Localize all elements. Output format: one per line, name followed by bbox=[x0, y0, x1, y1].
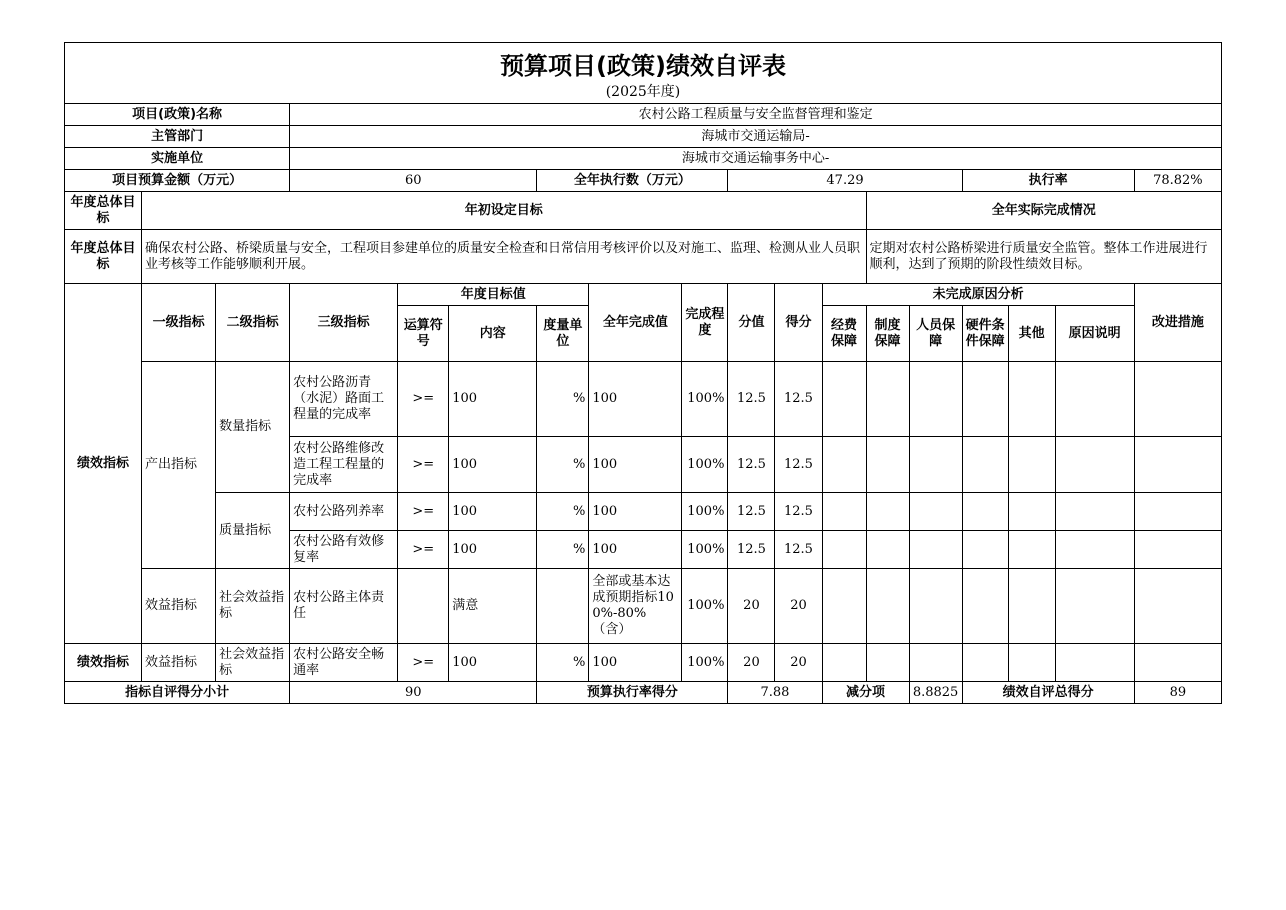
rate-value: 78.82% bbox=[1134, 170, 1221, 192]
empty-cell bbox=[822, 569, 866, 644]
score-cell: 12.5 bbox=[775, 493, 822, 531]
actual-goal-text: 定期对农村公路桥梁进行质量安全监管。整体工作进展进行顺利，达到了预期的阶段性绩效目标。 bbox=[866, 230, 1221, 284]
actual-cell: 100 bbox=[589, 493, 682, 531]
actual-cell: 100 bbox=[589, 644, 682, 682]
level2-cell: 数量指标 bbox=[216, 362, 290, 493]
header-score: 得分 bbox=[775, 284, 822, 362]
budget-score-label: 预算执行率得分 bbox=[537, 682, 728, 704]
score-cell: 12.5 bbox=[775, 362, 822, 437]
empty-cell bbox=[866, 493, 909, 531]
total-label: 绩效自评总得分 bbox=[962, 682, 1134, 704]
value-cell: 12.5 bbox=[728, 437, 775, 493]
level3-cell: 农村公路维修改造工程工程量的完成率 bbox=[290, 437, 398, 493]
initial-goal-text: 确保农村公路、桥梁质量与安全，工程项目参建单位的质量安全检查和日常信用考核评价以及对施工、监理、检测从业人员职业考核等工作能够顺利开展。 bbox=[142, 230, 866, 284]
value-cell: 12.5 bbox=[728, 531, 775, 569]
empty-cell bbox=[962, 437, 1008, 493]
content-cell: 100 bbox=[449, 362, 537, 437]
unit-cell: % bbox=[537, 437, 589, 493]
empty-cell bbox=[1055, 569, 1134, 644]
unit-cell: % bbox=[537, 362, 589, 437]
content-cell: 满意 bbox=[449, 569, 537, 644]
empty-cell bbox=[1055, 644, 1134, 682]
content-cell: 100 bbox=[449, 531, 537, 569]
title-cell bbox=[65, 43, 1222, 104]
table-row bbox=[65, 493, 1222, 531]
level2-cell: 社会效益指标 bbox=[216, 569, 290, 644]
empty-cell bbox=[866, 531, 909, 569]
op-cell: >= bbox=[398, 437, 449, 493]
header-r-note: 原因说明 bbox=[1055, 306, 1134, 362]
score-cell: 12.5 bbox=[775, 531, 822, 569]
header-r-staff: 人员保障 bbox=[909, 306, 962, 362]
empty-cell bbox=[866, 644, 909, 682]
initial-goal-label: 年初设定目标 bbox=[142, 192, 866, 230]
subtotal-label: 指标自评得分小计 bbox=[65, 682, 290, 704]
op-cell: >= bbox=[398, 493, 449, 531]
empty-cell bbox=[822, 493, 866, 531]
goal-row-label: 年度总体目标 bbox=[65, 230, 142, 284]
header-content: 内容 bbox=[449, 306, 537, 362]
unit-label: 实施单位 bbox=[65, 148, 290, 170]
level3-cell: 农村公路有效修复率 bbox=[290, 531, 398, 569]
header-r-system: 制度保障 bbox=[866, 306, 909, 362]
empty-cell bbox=[1134, 362, 1221, 437]
content-cell: 100 bbox=[449, 437, 537, 493]
empty-cell bbox=[822, 644, 866, 682]
header-target-group: 年度目标值 bbox=[398, 284, 589, 306]
empty-cell bbox=[962, 531, 1008, 569]
budget-score-value: 7.88 bbox=[728, 682, 822, 704]
header-r-other: 其他 bbox=[1008, 306, 1055, 362]
header-r-hardware: 硬件条件保障 bbox=[962, 306, 1008, 362]
empty-cell bbox=[1008, 437, 1055, 493]
dept-label: 主管部门 bbox=[65, 126, 290, 148]
completion-cell: 100% bbox=[682, 362, 728, 437]
subtotal-value: 90 bbox=[290, 682, 537, 704]
empty-cell bbox=[1134, 437, 1221, 493]
goal-header-label: 年度总体目标 bbox=[65, 192, 142, 230]
self-evaluation-table bbox=[64, 42, 1222, 704]
actual-cell: 100 bbox=[589, 531, 682, 569]
perf-label: 绩效指标 bbox=[65, 284, 142, 644]
value-cell: 20 bbox=[728, 644, 775, 682]
unit-value: 海城市交通运输事务中心- bbox=[290, 148, 1222, 170]
empty-cell bbox=[909, 493, 962, 531]
header-r-funding: 经费保障 bbox=[822, 306, 866, 362]
op-cell: >= bbox=[398, 531, 449, 569]
score-cell: 20 bbox=[775, 569, 822, 644]
table-row bbox=[65, 362, 1222, 437]
header-improve: 改进措施 bbox=[1134, 284, 1221, 362]
empty-cell bbox=[822, 437, 866, 493]
empty-cell bbox=[822, 362, 866, 437]
header-unit: 度量单位 bbox=[537, 306, 589, 362]
empty-cell bbox=[962, 644, 1008, 682]
content-cell: 100 bbox=[449, 644, 537, 682]
empty-cell bbox=[1008, 362, 1055, 437]
header-completion: 完成程度 bbox=[682, 284, 728, 362]
empty-cell bbox=[1055, 531, 1134, 569]
header-level2: 二级指标 bbox=[216, 284, 290, 362]
header-op: 运算符号 bbox=[398, 306, 449, 362]
level2-cell: 质量指标 bbox=[216, 493, 290, 569]
page-title: 预算项目(政策)绩效自评表 bbox=[500, 52, 786, 80]
empty-cell bbox=[1134, 493, 1221, 531]
completion-cell: 100% bbox=[682, 644, 728, 682]
empty-cell bbox=[866, 437, 909, 493]
empty-cell bbox=[909, 644, 962, 682]
dept-value: 海城市交通运输局- bbox=[290, 126, 1222, 148]
empty-cell bbox=[1055, 437, 1134, 493]
header-annual-value: 全年完成值 bbox=[589, 284, 682, 362]
actual-cell: 100 bbox=[589, 362, 682, 437]
completion-cell: 100% bbox=[682, 531, 728, 569]
perf-label-2: 绩效指标 bbox=[65, 644, 142, 682]
op-cell bbox=[398, 569, 449, 644]
budget-value: 60 bbox=[290, 170, 537, 192]
unit-cell: % bbox=[537, 493, 589, 531]
level3-cell: 农村公路沥青（水泥）路面工程量的完成率 bbox=[290, 362, 398, 437]
level3-cell: 农村公路列养率 bbox=[290, 493, 398, 531]
budget-label: 项目预算金额（万元） bbox=[65, 170, 290, 192]
level1-cell: 产出指标 bbox=[142, 362, 216, 569]
content-cell: 100 bbox=[449, 493, 537, 531]
level3-cell: 农村公路主体责任 bbox=[290, 569, 398, 644]
empty-cell bbox=[962, 493, 1008, 531]
empty-cell bbox=[1008, 644, 1055, 682]
empty-cell bbox=[909, 569, 962, 644]
unit-cell: % bbox=[537, 644, 589, 682]
project-name-value: 农村公路工程质量与安全监督管理和鉴定 bbox=[290, 104, 1222, 126]
empty-cell bbox=[909, 362, 962, 437]
exec-label: 全年执行数（万元） bbox=[537, 170, 728, 192]
completion-cell: 100% bbox=[682, 493, 728, 531]
completion-cell: 100% bbox=[682, 569, 728, 644]
empty-cell bbox=[1008, 569, 1055, 644]
level1-cell: 效益指标 bbox=[142, 644, 216, 682]
empty-cell bbox=[962, 569, 1008, 644]
empty-cell bbox=[1055, 493, 1134, 531]
empty-cell bbox=[909, 531, 962, 569]
empty-cell bbox=[1055, 362, 1134, 437]
empty-cell bbox=[866, 569, 909, 644]
project-name-label: 项目(政策)名称 bbox=[65, 104, 290, 126]
value-cell: 12.5 bbox=[728, 362, 775, 437]
table-row bbox=[65, 644, 1222, 682]
empty-cell bbox=[866, 362, 909, 437]
deduct-label: 减分项 bbox=[822, 682, 909, 704]
empty-cell bbox=[1134, 531, 1221, 569]
table-row bbox=[65, 569, 1222, 644]
actual-goal-label: 全年实际完成情况 bbox=[866, 192, 1221, 230]
empty-cell bbox=[1008, 493, 1055, 531]
value-cell: 12.5 bbox=[728, 493, 775, 531]
empty-cell bbox=[962, 362, 1008, 437]
completion-cell: 100% bbox=[682, 437, 728, 493]
unit-cell bbox=[537, 569, 589, 644]
actual-cell: 100 bbox=[589, 437, 682, 493]
header-level1: 一级指标 bbox=[142, 284, 216, 362]
empty-cell bbox=[909, 437, 962, 493]
header-score-value: 分值 bbox=[728, 284, 775, 362]
empty-cell bbox=[822, 531, 866, 569]
unit-cell: % bbox=[537, 531, 589, 569]
exec-value: 47.29 bbox=[728, 170, 962, 192]
score-cell: 12.5 bbox=[775, 437, 822, 493]
level1-cell: 效益指标 bbox=[142, 569, 216, 644]
level3-cell: 农村公路安全畅通率 bbox=[290, 644, 398, 682]
op-cell: >= bbox=[398, 362, 449, 437]
level2-cell: 社会效益指标 bbox=[216, 644, 290, 682]
value-cell: 20 bbox=[728, 569, 775, 644]
rate-label: 执行率 bbox=[962, 170, 1134, 192]
empty-cell bbox=[1134, 644, 1221, 682]
header-level3: 三级指标 bbox=[290, 284, 398, 362]
empty-cell bbox=[1008, 531, 1055, 569]
score-cell: 20 bbox=[775, 644, 822, 682]
page-subtitle: (2025年度) bbox=[605, 84, 681, 100]
deduct-value: 8.8825 bbox=[909, 682, 962, 704]
empty-cell bbox=[1134, 569, 1221, 644]
header-reason-group: 未完成原因分析 bbox=[822, 284, 1134, 306]
total-value: 89 bbox=[1134, 682, 1221, 704]
op-cell: >= bbox=[398, 644, 449, 682]
actual-cell: 全部或基本达成预期指标100%-80%（含） bbox=[589, 569, 682, 644]
